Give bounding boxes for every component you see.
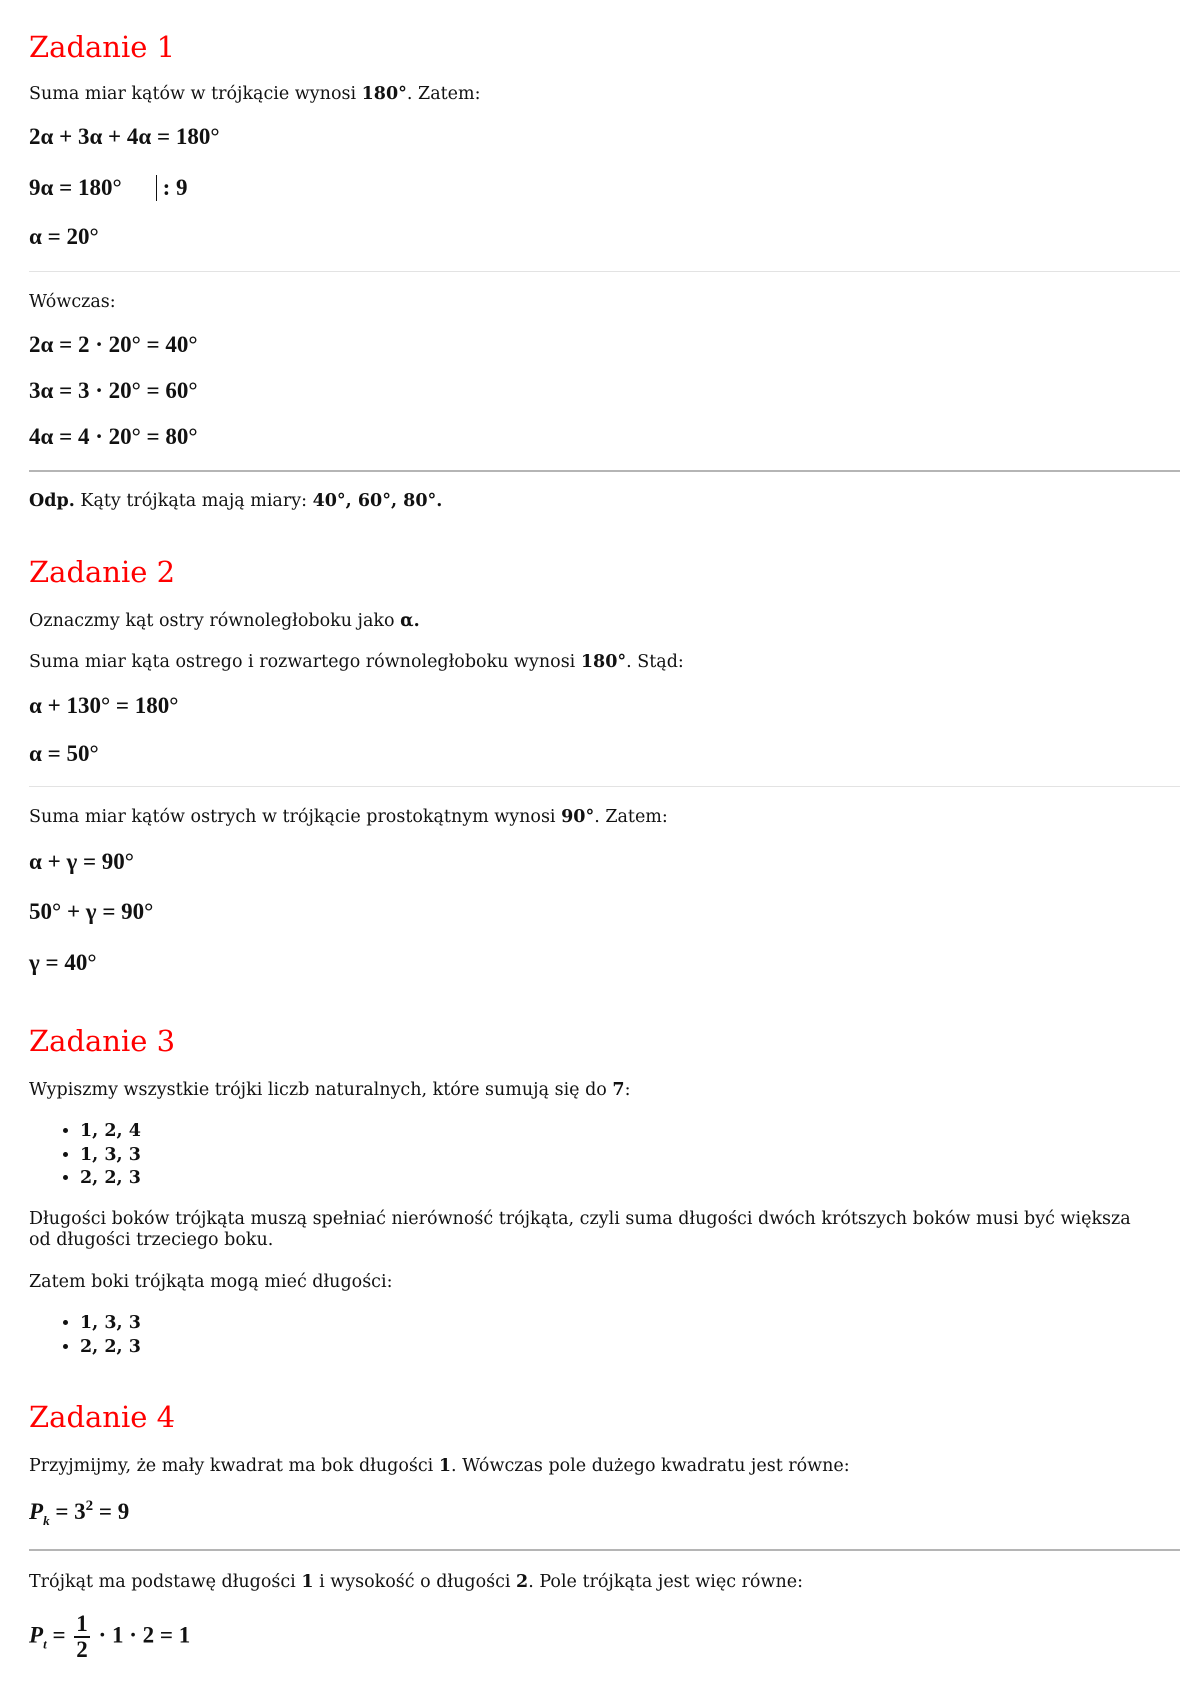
z2-paragraph-3: Suma miar kątów ostrych w trójkącie prostokątnym wynosi 90°. Zatem: bbox=[29, 807, 668, 827]
z2-equation-2: α = 50° bbox=[29, 741, 99, 766]
z2-equation-4: 50° + γ = 90° bbox=[29, 899, 154, 924]
list-item: • 1, 3, 3 bbox=[80, 1312, 141, 1336]
z1-then: Wówczas: bbox=[29, 292, 116, 312]
z2-paragraph-2: Suma miar kąta ostrego i rozwartego równoległoboku wynosi 180°. Stąd: bbox=[29, 652, 684, 672]
z2-paragraph-1: Oznaczmy kąt ostry równoległoboku jako α. bbox=[29, 611, 420, 631]
z3-paragraph-1: Wypiszmy wszystkie trójki liczb naturalnych, które sumują się do 7: bbox=[29, 1080, 631, 1100]
divider bbox=[29, 470, 1180, 472]
z1-equation-3: α = 20° bbox=[29, 224, 99, 249]
z1-equation-1: 2α + 3α + 4α = 180° bbox=[29, 124, 220, 149]
z1-answer: Odp. Kąty trójkąta mają miary: 40°, 60°, 80°. bbox=[29, 491, 443, 511]
list-item: • 2, 2, 3 bbox=[80, 1167, 141, 1191]
heading-zadanie-4: Zadanie 4 bbox=[29, 1400, 176, 1434]
z1-equation-2: 9α = 180° : 9 bbox=[29, 175, 188, 200]
divider bbox=[29, 1549, 1180, 1551]
z2-equation-1: α + 130° = 180° bbox=[29, 693, 179, 718]
z2-equation-5: γ = 40° bbox=[29, 950, 97, 975]
heading-zadanie-2: Zadanie 2 bbox=[29, 555, 176, 589]
divider bbox=[29, 786, 1180, 787]
z4-paragraph-2: Trójkąt ma podstawę długości 1 i wysokość o długości 2. Pole trójkąta jest więc równe: bbox=[29, 1572, 803, 1592]
list-item: • 2, 2, 3 bbox=[80, 1336, 141, 1360]
z3-list-triples bbox=[34, 1120, 141, 1191]
z3-paragraph-3: Zatem boki trójkąta mogą mieć długości: bbox=[29, 1272, 393, 1292]
z3-paragraph-2: Długości boków trójkąta muszą spełniać nierówność trójkąta, czyli suma długości dwóch krótszych boków musi być większa od długości trzeciego boku. bbox=[29, 1209, 1131, 1250]
divider bbox=[29, 271, 1180, 272]
z1-equation-6: 4α = 4 · 20° = 80° bbox=[29, 424, 198, 449]
heading-zadanie-1: Zadanie 1 bbox=[29, 30, 176, 64]
z3-list-valid bbox=[34, 1312, 141, 1359]
list-item: • 1, 2, 4 bbox=[80, 1120, 141, 1144]
z1-equation-5: 3α = 3 · 20° = 60° bbox=[29, 378, 198, 403]
z2-equation-3: α + γ = 90° bbox=[29, 849, 135, 874]
z4-equation-1: $P_k = 3^2 = 9$ bbox=[29, 1498, 130, 1528]
z1-equation-4: 2α = 2 · 20° = 40° bbox=[29, 332, 198, 357]
list-item: • 1, 3, 3 bbox=[80, 1144, 141, 1168]
z4-paragraph-1: Przyjmijmy, że mały kwadrat ma bok długości 1. Wówczas pole dużego kwadratu jest równe: bbox=[29, 1456, 850, 1476]
z4-equation-2: $P_t$ = $\frac{1}{2}$ · 1 · 2 = 1 bbox=[29, 1611, 191, 1663]
fraction: $\frac{1}{2}$ bbox=[76, 1611, 88, 1663]
z1-intro: Suma miar kątów w trójkącie wynosi 180°. Zatem: bbox=[29, 84, 481, 104]
heading-zadanie-3: Zadanie 3 bbox=[29, 1024, 176, 1058]
